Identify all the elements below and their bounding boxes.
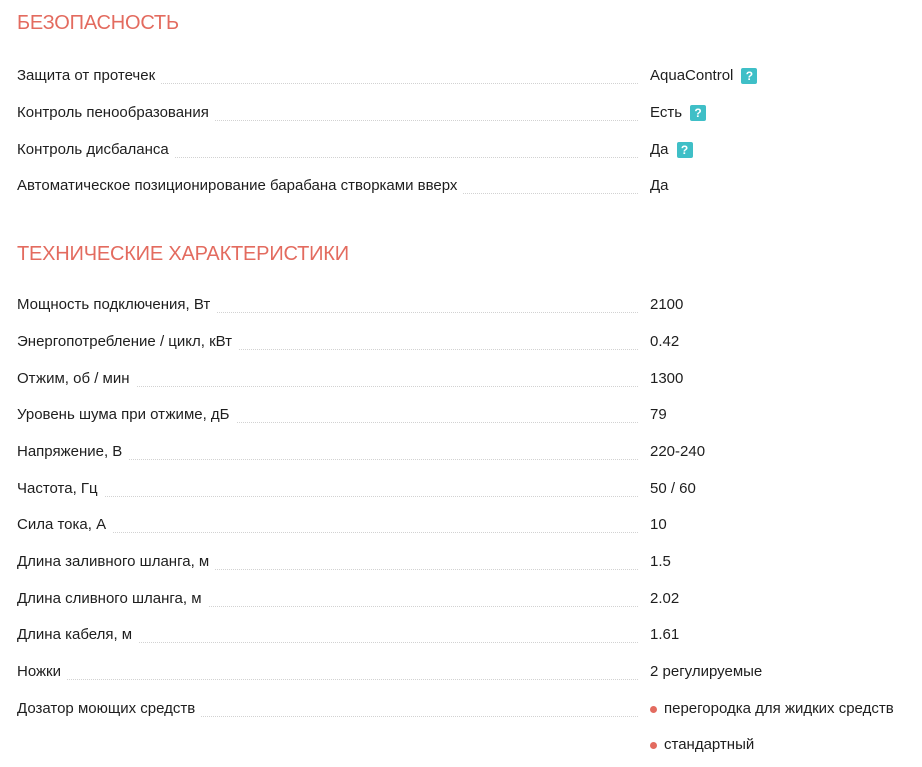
spec-label: Контроль пенообразования: [17, 101, 215, 125]
spec-label: Частота, Гц: [17, 477, 104, 501]
question-mark-icon[interactable]: ?: [741, 68, 757, 84]
label-leader: [17, 513, 638, 537]
spec-value: Да: [650, 141, 669, 158]
label-leader: [17, 138, 638, 162]
spec-label: Автоматическое позиционирование барабана створками вверх: [17, 174, 463, 198]
section-title-safety: БЕЗОПАСНОСТЬ: [17, 12, 179, 34]
spec-label: Уровень шума при отжиме, дБ: [17, 403, 236, 427]
bullet-dot-icon: [650, 706, 657, 713]
label-leader: [17, 477, 638, 501]
label-leader: [17, 660, 638, 684]
spec-label: Напряжение, В: [17, 440, 128, 464]
label-leader: [17, 587, 638, 611]
spec-row-noise: [17, 403, 922, 427]
spec-value: 2100: [650, 296, 684, 313]
spec-value-cell: [650, 64, 757, 88]
spec-value: 10: [650, 516, 667, 533]
spec-value: 1300: [650, 370, 684, 387]
spec-row-frequency: [17, 477, 922, 501]
spec-value: 1.5: [650, 553, 671, 570]
label-leader: [17, 623, 638, 647]
spec-row-energy: [17, 330, 922, 354]
bullet-list-item: [650, 697, 894, 721]
label-leader: [17, 440, 638, 464]
spec-row-drum-positioning: [17, 174, 922, 198]
label-leader: [17, 293, 638, 317]
label-leader: [17, 101, 638, 125]
question-mark-icon[interactable]: ?: [690, 105, 706, 121]
spec-value: 79: [650, 406, 667, 423]
spec-label: Длина кабеля, м: [17, 623, 138, 647]
spec-row-current: [17, 513, 922, 537]
spec-label: Дозатор моющих средств: [17, 697, 201, 721]
spec-row-inlet-hose: [17, 550, 922, 574]
spec-row-spin: [17, 367, 922, 391]
spec-label: Мощность подключения, Вт: [17, 293, 216, 317]
spec-row-imbalance-control: [17, 138, 922, 162]
label-leader: [17, 367, 638, 391]
label-leader: [17, 697, 638, 721]
spec-value-cell: [650, 138, 693, 162]
label-leader: [17, 403, 638, 427]
spec-value: 2.02: [650, 590, 680, 607]
spec-row-power: [17, 293, 922, 317]
spec-value: 0.42: [650, 333, 680, 350]
label-leader: [17, 330, 638, 354]
spec-label: Защита от протечек: [17, 64, 161, 88]
spec-value: AquaControl: [650, 67, 734, 84]
spec-value: 220-240: [650, 443, 706, 460]
bullet-list-item: [650, 733, 754, 757]
spec-label: Энергопотребление / цикл, кВт: [17, 330, 238, 354]
label-leader: [17, 550, 638, 574]
spec-label: Длина заливного шланга, м: [17, 550, 215, 574]
spec-value-cell: [650, 101, 706, 125]
spec-value: 2 регулируемые: [650, 663, 763, 680]
label-leader: [17, 174, 638, 198]
bullet-text: стандартный: [664, 736, 755, 753]
label-leader: [17, 64, 638, 88]
spec-label: Сила тока, А: [17, 513, 112, 537]
spec-value: 1.61: [650, 626, 680, 643]
spec-value: 50 / 60: [650, 480, 696, 497]
spec-value: Да: [650, 177, 669, 194]
bullet-text: перегородка для жидких средств: [664, 700, 894, 717]
bullet-dot-icon: [650, 742, 657, 749]
spec-label: Отжим, об / мин: [17, 367, 136, 391]
question-mark-icon[interactable]: ?: [677, 142, 693, 158]
spec-row-voltage: [17, 440, 922, 464]
spec-row-leak-protection: [17, 64, 922, 88]
spec-label: Контроль дисбаланса: [17, 138, 175, 162]
spec-value: Есть: [650, 104, 683, 121]
spec-value-cell: [650, 174, 669, 198]
spec-row-foam-control: [17, 101, 922, 125]
spec-row-feet: [17, 660, 922, 684]
spec-row-detergent-dispenser: [17, 697, 922, 757]
spec-row-cable: [17, 623, 922, 647]
spec-label: Длина сливного шланга, м: [17, 587, 208, 611]
section-title-specs: ТЕХНИЧЕСКИЕ ХАРАКТЕРИСТИКИ: [17, 243, 349, 265]
spec-row-drain-hose: [17, 587, 922, 611]
spec-label: Ножки: [17, 660, 67, 684]
